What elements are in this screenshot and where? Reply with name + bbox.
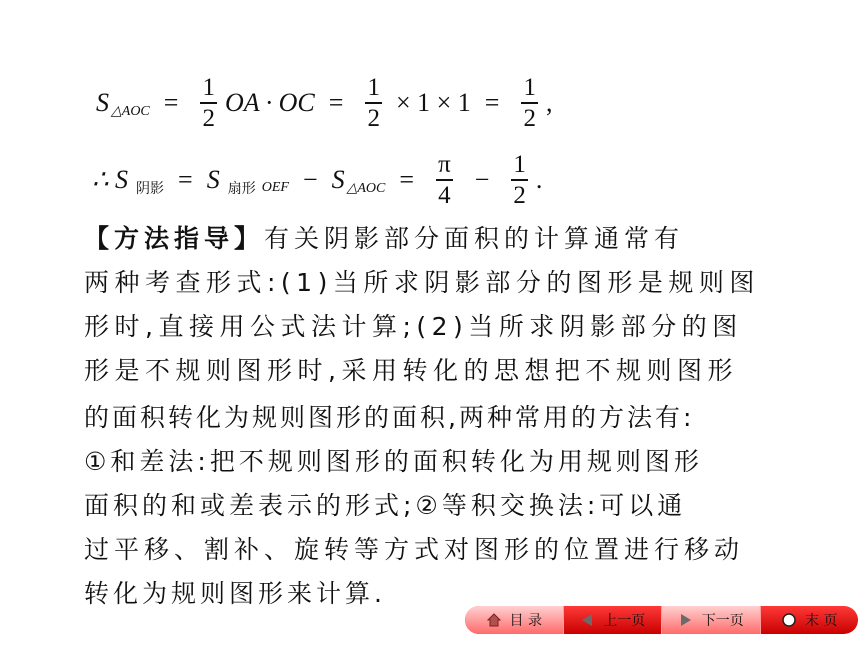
eq2-minus-1: − [302, 165, 318, 194]
eq2-s3: S [331, 165, 345, 194]
eq1-equals-2: = [328, 88, 344, 117]
eq1-fraction-1 [200, 75, 217, 131]
numerator: 1 [513, 151, 526, 178]
eq1-s: S [96, 88, 109, 117]
paragraph-line-7: 面积的和或差表示的形式;②等积交换法:可以通 [84, 491, 687, 520]
eq1-equals-1: = [163, 88, 179, 117]
last-page-label: 末 页 [805, 613, 838, 629]
eq2-fraction-pi [436, 152, 453, 208]
paragraph-line-2: 两种考查形式:(1)当所求阴影部分的图形是规则图 [84, 268, 760, 297]
eq1-product: OA · OC [224, 88, 315, 117]
eq1-comma: , [545, 88, 553, 117]
arrow-right-icon [678, 612, 694, 628]
circle-icon [781, 612, 797, 628]
eq2-equals-2: = [399, 165, 415, 194]
eq2-sub-aoc: △AOC [346, 180, 386, 196]
fraction-bar [436, 179, 453, 181]
denominator: 2 [523, 105, 536, 132]
eq2-fraction-half [511, 152, 528, 208]
denominator: 2 [367, 105, 380, 132]
numerator: 1 [202, 74, 215, 101]
equation-area-aoc [96, 74, 553, 132]
next-page-label: 下一页 [701, 613, 744, 629]
eq2-minus-2: − [474, 165, 490, 194]
eq2-equals-1: = [178, 165, 193, 194]
eq2-sub-sector: 扇形 [227, 182, 256, 197]
numerator: 1 [367, 74, 380, 101]
eq2-s2: S [206, 165, 220, 194]
eq2-sub-oef: OEF [261, 180, 289, 195]
next-page-button[interactable] [661, 606, 760, 634]
fraction-bar [511, 179, 528, 181]
paragraph-line-6: ①和差法:把不规则图形的面积转化为用规则图形 [84, 447, 703, 476]
paragraph-line-1 [84, 217, 774, 261]
numerator: 1 [523, 74, 536, 101]
eq2-therefore-s: ∴ S [92, 165, 129, 194]
paragraph-line-5: 的面积转化为规则图形的面积,两种常用的方法有: [84, 403, 695, 432]
eq2-period: . [535, 165, 543, 194]
arrow-left-icon [579, 612, 595, 628]
eq1-fraction-3 [521, 75, 538, 131]
equation-shaded-area [92, 151, 543, 209]
eq2-sub-shaded: 阴影 [136, 182, 165, 197]
prev-page-button[interactable] [563, 606, 662, 634]
paragraph-line-8: 过平移、割补、旋转等方式对图形的位置进行移动 [84, 535, 745, 564]
method-heading: 【方法指导】 [84, 224, 265, 253]
home-icon [486, 612, 502, 628]
slide-navigation-bar [465, 606, 858, 634]
fraction-bar [521, 102, 538, 104]
line-1-text: 有关阴影部分面积的计算通常有 [264, 224, 685, 253]
eq1-equals-3: = [484, 88, 500, 117]
last-page-button[interactable] [760, 606, 859, 634]
paragraph-line-4: 形是不规则图形时,采用转化的思想把不规则图形 [84, 356, 738, 385]
numerator: π [438, 151, 451, 178]
denominator: 2 [513, 182, 526, 209]
paragraph-line-3: 形时,直接用公式法计算;(2)当所求阴影部分的图 [84, 312, 743, 341]
contents-button[interactable] [465, 606, 563, 634]
eq1-fraction-2 [365, 75, 382, 131]
paragraph-line-9: 转化为规则图形来计算. [84, 579, 386, 608]
prev-page-label: 上一页 [603, 613, 646, 629]
fraction-bar [200, 102, 217, 104]
eq1-sub: △AOC [111, 103, 150, 119]
denominator: 2 [202, 105, 215, 132]
contents-label: 目 录 [509, 613, 542, 629]
eq1-times: × 1 × 1 [395, 88, 471, 117]
fraction-bar [365, 102, 382, 104]
denominator: 4 [438, 182, 451, 209]
